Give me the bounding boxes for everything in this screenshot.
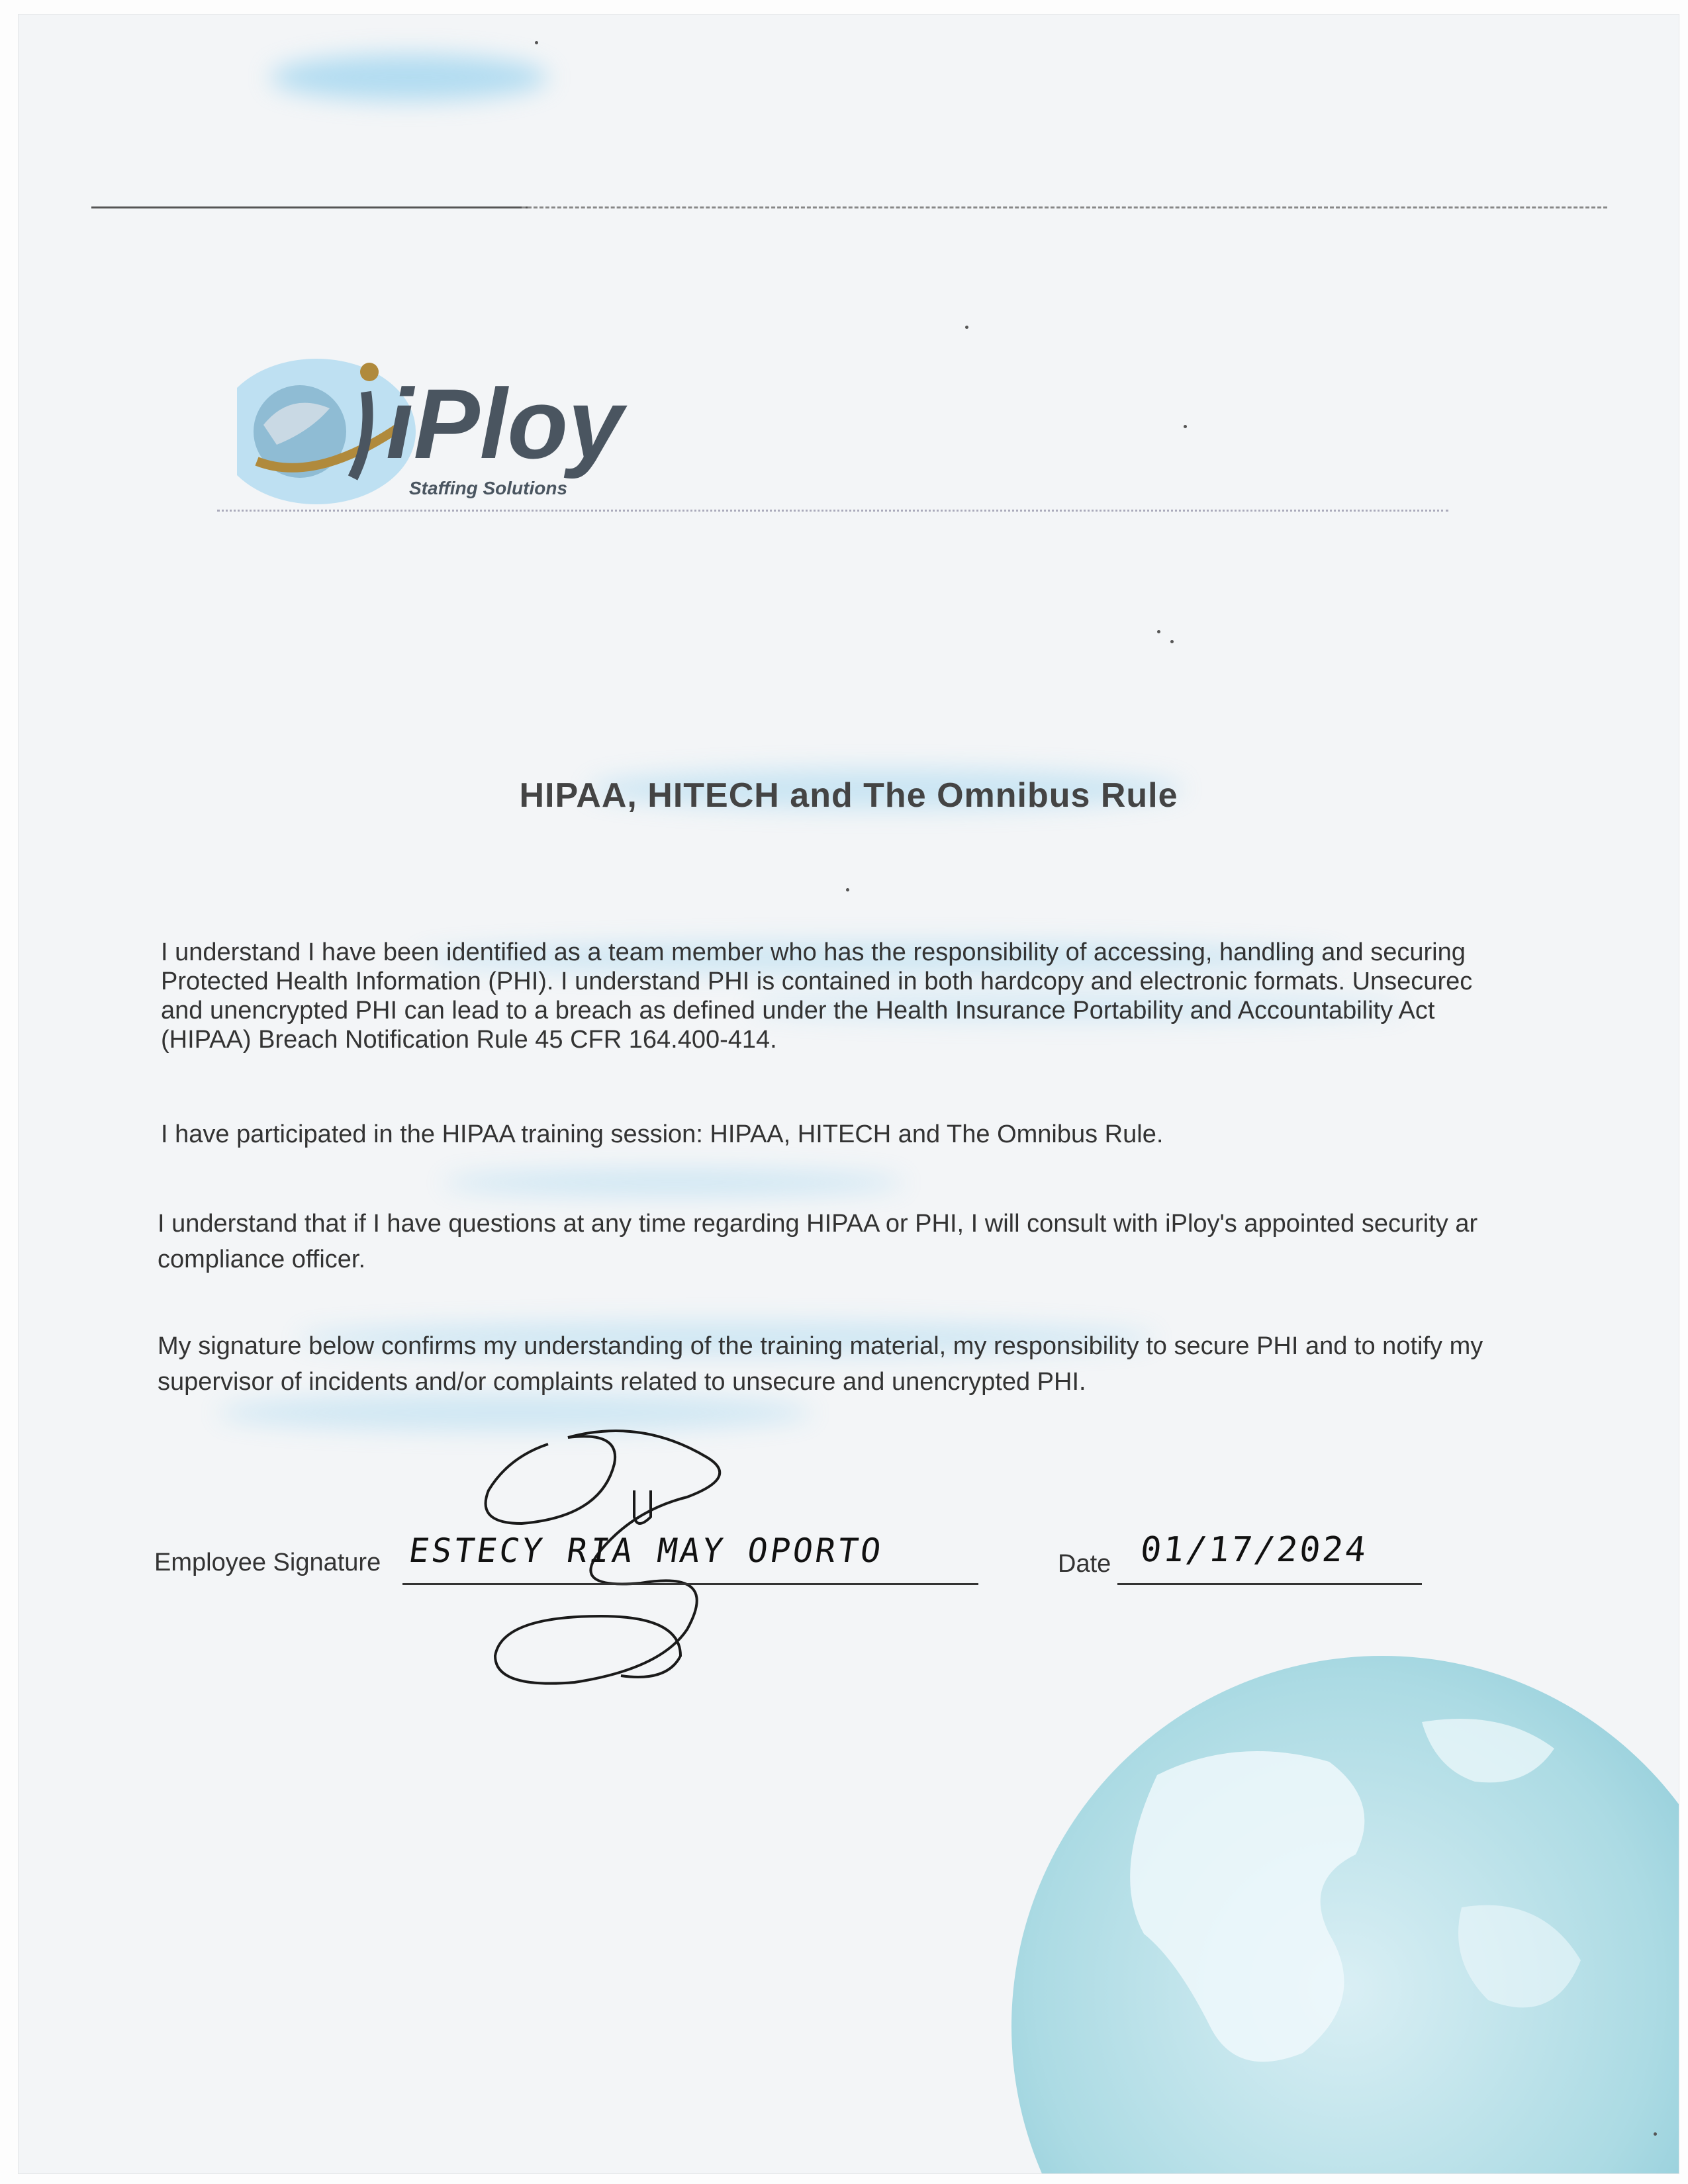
scan-speck [965, 326, 968, 329]
handwritten-name: ESTECY RIA MAY OPORTO [406, 1531, 886, 1570]
text-line: Protected Health Information (PHI). I understand PHI is contained in both hardcopy and electronic formats. Unsecurec [161, 968, 1473, 995]
document-page [19, 15, 1679, 2173]
paragraph-confirmation [158, 1328, 1679, 1400]
text-line: supervisor of incidents and/or complaints related to unsecure and unencrypted PHI. [158, 1368, 1086, 1396]
document-title: HIPAA, HITECH and The Omnibus Rule [519, 776, 1178, 815]
toner-smudge [270, 54, 548, 101]
scan-speck [1170, 640, 1174, 643]
text-line: I understand I have been identified as a team member who has the responsibility of accessing, handling and securing [161, 938, 1466, 966]
text-line: I have participated in the HIPAA training session: HIPAA, HITECH and The Omnibus Rule. [161, 1120, 1164, 1148]
paragraph-questions [158, 1206, 1679, 1277]
toner-smudge [442, 1169, 906, 1196]
scan-speck [1654, 2132, 1657, 2136]
paragraph-training [161, 1116, 1679, 1152]
header-rule-faded [522, 206, 1607, 208]
text-line: compliance officer. [158, 1246, 366, 1273]
signature-line [402, 1583, 978, 1585]
globe-watermark [959, 1656, 1679, 2173]
logo-brand: iPloy [386, 368, 624, 479]
text-line: and unencrypted PHI can lead to a breach as defined under the Health Insurance Portability and Accountability Act [161, 997, 1435, 1024]
header-rule [91, 206, 528, 208]
date-label: Date [1058, 1550, 1111, 1578]
text-line: I understand that if I have questions at any time regarding HIPAA or PHI, I will consult with iPloy's appointed security ar [158, 1210, 1478, 1238]
scan-speck [535, 41, 538, 44]
signature-row [19, 1530, 1679, 1616]
iploy-logo [237, 345, 714, 518]
paragraph-phi-responsibility [161, 934, 1679, 1058]
handwritten-date: 01/17/2024 [1138, 1530, 1370, 1570]
logo-rule [217, 510, 1448, 512]
scan-speck [846, 888, 849, 891]
text-line: My signature below confirms my understanding of the training material, my responsibility to secure PHI and to notify my [158, 1332, 1483, 1360]
logo-tagline: Staffing Solutions [409, 478, 568, 498]
scan-speck [1184, 425, 1187, 428]
signature-label: Employee Signature [154, 1549, 381, 1576]
date-line [1117, 1583, 1422, 1585]
scan-speck [1157, 630, 1160, 633]
text-line: (HIPAA) Breach Notification Rule 45 CFR 164.400-414. [161, 1026, 777, 1054]
